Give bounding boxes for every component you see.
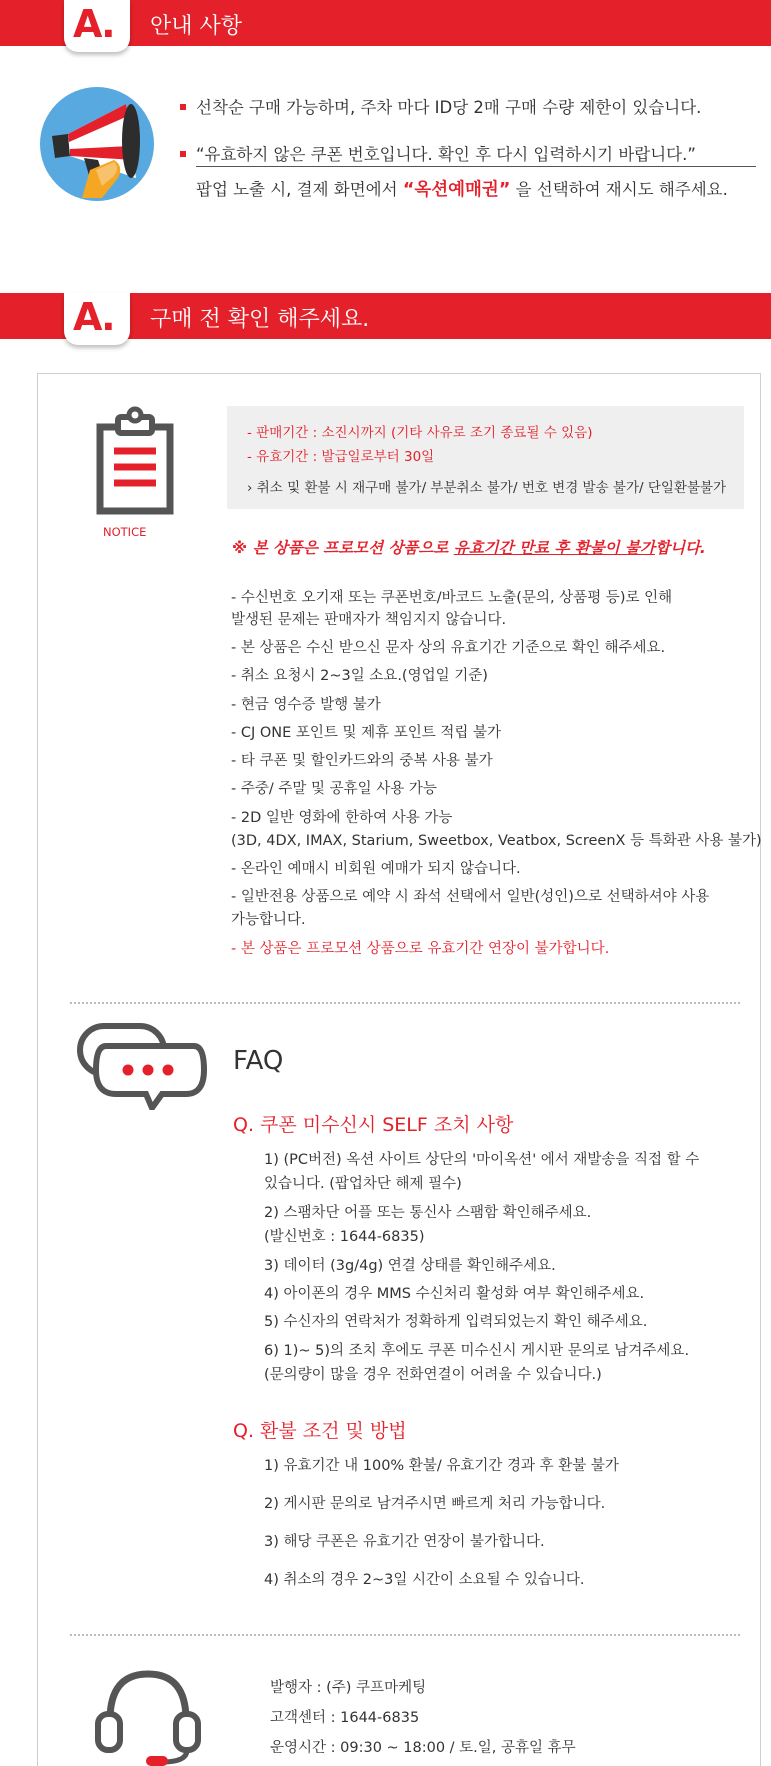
list-item: - 일반전용 상품으로 예약 시 좌석 선택에서 일반(성인)으로 선택하셔야 사용 bbox=[231, 889, 710, 905]
faq-answer-line: (발신번호 : 1644-6835) bbox=[264, 1229, 425, 1245]
notice-bullet-1: 선착순 구매 가능하며, 주차 마다 ID당 2매 구매 수량 제한이 있습니다. bbox=[180, 94, 701, 118]
chat-bubbles-icon bbox=[76, 1020, 208, 1110]
faq-question-1: Q. 쿠폰 미수신시 SELF 조치 사항 bbox=[233, 1114, 514, 1136]
faq-answer-line: 1) 유효기간 내 100% 환불/ 유효기간 경과 후 환불 불가 bbox=[264, 1458, 619, 1474]
sale-period: - 판매기간 : 소진시까지 (기타 사유로 조기 종료될 수 있음) bbox=[247, 425, 593, 441]
dotted-divider bbox=[70, 1002, 740, 1004]
sale-info-box bbox=[227, 406, 744, 509]
notice-label: NOTICE bbox=[103, 525, 147, 539]
section-header-notice bbox=[0, 0, 771, 46]
faq-answer-line: 3) 데이터 (3g/4g) 연결 상태를 확인해주세요. bbox=[264, 1258, 556, 1274]
list-item: - 2D 일반 영화에 한하여 사용 가능 bbox=[231, 810, 453, 826]
faq-answer-line: 2) 스팸차단 어플 또는 통신사 스팸함 확인해주세요. bbox=[264, 1205, 592, 1221]
dotted-divider bbox=[70, 1634, 740, 1636]
faq-title: FAQ bbox=[233, 1046, 284, 1076]
faq-answer-line: 4) 취소의 경우 2~3일 시간이 소요될 수 있습니다. bbox=[264, 1572, 585, 1588]
list-item: - 현금 영수증 발행 불가 bbox=[231, 697, 381, 713]
faq-answer-line: 2) 게시판 문의로 남겨주시면 빠르게 처리 가능합니다. bbox=[264, 1496, 606, 1512]
faq-answer-line: 6) 1)~ 5)의 조치 후에도 쿠폰 미수신시 게시판 문의로 남겨주세요. bbox=[264, 1343, 690, 1359]
bullet-icon bbox=[180, 151, 186, 157]
refund-warning: ※ 본 상품은 프로모션 상품으로 유효기간 만료 후 환불이 불가합니다. bbox=[232, 539, 706, 557]
list-item: - 타 쿠폰 및 할인카드와의 중복 사용 불가 bbox=[231, 753, 493, 769]
valid-period: - 유효기간 : 발급일로부터 30일 bbox=[247, 449, 435, 465]
publisher-info: 발행자 : (주) 쿠프마케팅 bbox=[270, 1680, 427, 1696]
list-item: 발생된 문제는 판매자가 책임지지 않습니다. bbox=[231, 612, 507, 628]
faq-question-2: Q. 환불 조건 및 방법 bbox=[233, 1420, 407, 1442]
list-item: 가능합니다. bbox=[231, 912, 306, 928]
faq-answer-line: 있습니다. (팝업차단 해제 필수) bbox=[264, 1176, 462, 1192]
faq-answer-line: 5) 수신자의 연락처가 정확하게 입력되었는지 확인 해주세요. bbox=[264, 1314, 648, 1330]
section-title: 안내 사항 bbox=[150, 14, 243, 39]
list-item: - 온라인 예매시 비회원 예매가 되지 않습니다. bbox=[231, 861, 521, 877]
megaphone-icon bbox=[38, 86, 160, 204]
underline-divider bbox=[196, 166, 756, 167]
refund-restriction: › 취소 및 환불 시 재구매 불가/ 부분취소 불가/ 번호 변경 발송 불가/ 단일환불불가 bbox=[247, 480, 727, 496]
headset-icon bbox=[92, 1664, 204, 1766]
notice-bullet-2: “유효하지 않은 쿠폰 번호입니다. 확인 후 다시 입력하시기 바랍니다.” bbox=[180, 141, 696, 165]
list-item: - 주중/ 주말 및 공휴일 사용 가능 bbox=[231, 781, 437, 797]
list-item: - 취소 요청시 2~3일 소요.(영업일 기준) bbox=[231, 668, 488, 684]
operating-hours: 운영시간 : 09:30 ~ 18:00 / 토.일, 공휴일 휴무 bbox=[270, 1740, 576, 1756]
customer-center: 고객센터 : 1644-6835 bbox=[270, 1710, 420, 1726]
notice-line-3: 팝업 노출 시, 결제 화면에서 “옥션예매권” 을 선택하여 재시도 해주세요. bbox=[196, 180, 728, 200]
list-item-highlight: - 본 상품은 프로모션 상품으로 유효기간 연장이 불가합니다. bbox=[231, 941, 610, 957]
list-item: - 수신번호 오기재 또는 쿠폰번호/바코드 노출(문의, 상품평 등)로 인해 bbox=[231, 590, 673, 606]
list-item: - 본 상품은 수신 받으신 문자 상의 유효기간 기준으로 확인 해주세요. bbox=[231, 640, 666, 656]
faq-answer-line: 4) 아이폰의 경우 MMS 수신처리 활성화 여부 확인해주세요. bbox=[264, 1286, 645, 1302]
section-title: 구매 전 확인 해주세요. bbox=[150, 307, 370, 332]
faq-answer-line: 3) 해당 쿠폰은 유효기간 연장이 불가합니다. bbox=[264, 1534, 545, 1550]
brand-logo: A. bbox=[64, 293, 130, 345]
section-header-check bbox=[0, 293, 771, 339]
brand-logo: A. bbox=[64, 0, 130, 52]
faq-answer-line: (문의량이 많을 경우 전화연결이 어려울 수 있습니다.) bbox=[264, 1367, 602, 1383]
clipboard-icon bbox=[92, 405, 178, 523]
faq-answer-line: 1) (PC버전) 옥션 사이트 상단의 '마이옥션' 에서 재발송을 직접 할 수 bbox=[264, 1152, 700, 1168]
list-item: (3D, 4DX, IMAX, Starium, Sweetbox, Veatbox, ScreenX 등 특화관 사용 불가) bbox=[231, 833, 762, 849]
list-item: - CJ ONE 포인트 및 제휴 포인트 적립 불가 bbox=[231, 725, 502, 741]
bullet-icon bbox=[180, 104, 186, 110]
